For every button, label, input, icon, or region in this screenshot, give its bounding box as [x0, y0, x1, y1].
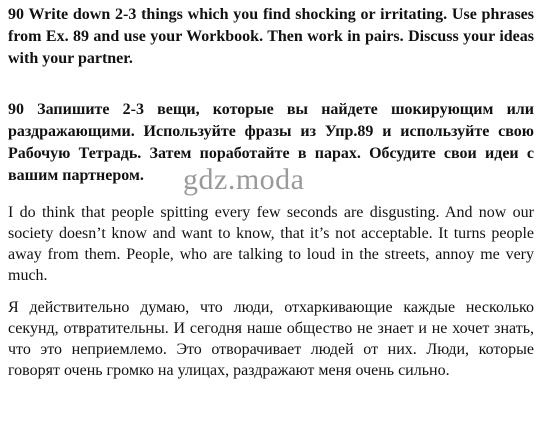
- answer-text-english: I do think that people spitting every few seconds are disgusting. And now our society doesn’t know and want to know, that it’s not acceptable. It turns people away from them. People, who are talking to loud in the streets, annoy me very much.: [8, 204, 534, 284]
- task-text-russian: 90 Запишите 2-3 вещи, которые вы найдете шокирующим или раздражающими. Используйте фразы из Упр.89 и используйте свою Рабочую Тетрадь. Затем поработайте в парах. Обсудите свои идеи с вашим партнером.: [8, 101, 534, 184]
- task-text-english: 90 Write down 2-3 things which you find shocking or irritating. Use phrases from Ex. 89 and use your Workbook. Then work in pairs. Discuss your ideas with your partner.: [8, 6, 534, 67]
- answer-text-russian: Я действительно думаю, что люди, отхаркивающие каждые несколько секунд, отвратительны. И сегодня наше общество не знает и не хочет знать, что это неприемлемо. Это отворачивает людей от них. Люди, которые говорят очень громко на улицах, раздражают меня очень сильно.: [8, 299, 534, 379]
- site-watermark: gdz.moda: [183, 163, 305, 196]
